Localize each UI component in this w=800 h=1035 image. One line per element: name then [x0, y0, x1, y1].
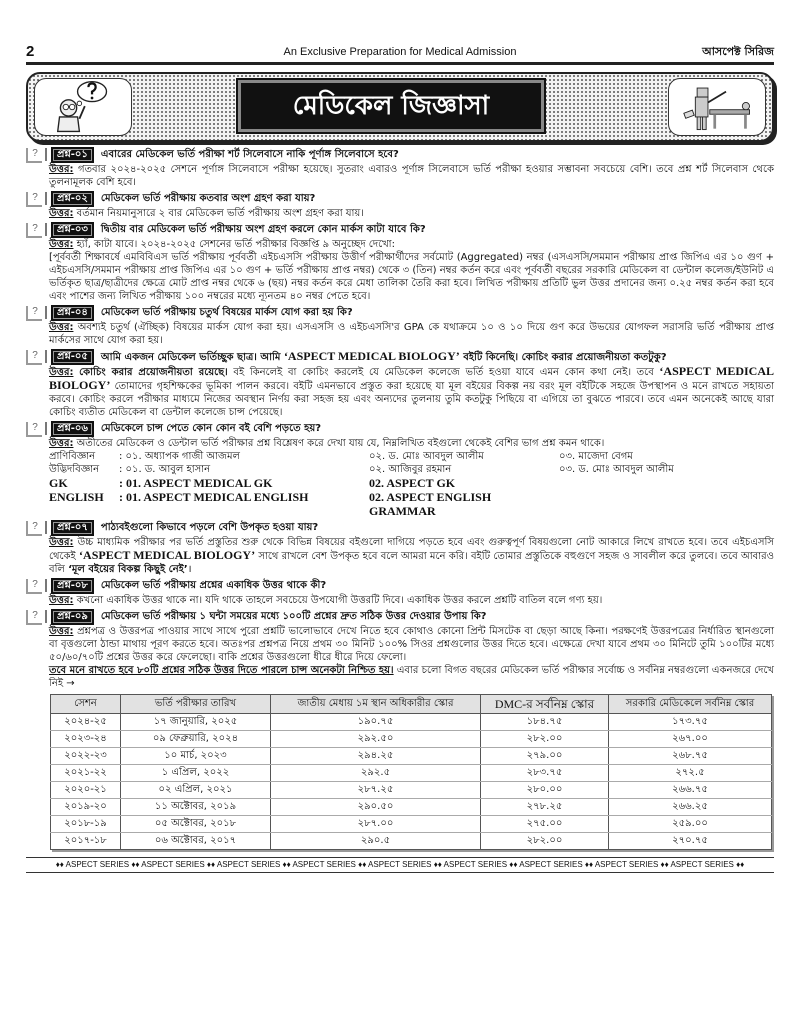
score-table: [50, 694, 772, 850]
book-entry: : 01. ASPECT MEDICAL ENGLISH: [119, 490, 309, 504]
table-cell: ২০১৯-২০: [51, 799, 121, 816]
answer-text: [26, 163, 774, 189]
table-row: [51, 731, 772, 748]
separator: [45, 306, 47, 319]
thinking-student-icon: [34, 78, 132, 136]
answer-note: [26, 664, 774, 690]
qa-item-7: [26, 520, 774, 576]
answer-label: উত্তর:: [49, 208, 74, 219]
table-cell: ১৮৪.৭৫: [481, 714, 609, 731]
table-cell: ২৮৭.২৫: [271, 782, 481, 799]
separator: [45, 579, 47, 592]
book-subject: উদ্ভিদবিজ্ঞান: [49, 464, 100, 475]
table-cell: ২৭৮.২৫: [481, 799, 609, 816]
table-row: [51, 816, 772, 833]
table-cell: ২০১৭-১৮: [51, 833, 121, 850]
banner-title: মেডিকেল জিজ্ঞাসা: [292, 91, 490, 121]
book-entry: ০২. আজিবুর রহমান: [369, 464, 452, 475]
question-mark-icon: ?: [26, 350, 42, 365]
book-entry: [559, 490, 774, 518]
qa-item-4: [26, 305, 774, 347]
question-mark-icon: ?: [26, 521, 42, 536]
answer-body: অবশ্যই চতুর্থ (ঐচ্ছিক) বিষয়ের মার্কস যোগ করা হয়। এসএসসি ও এইচএসসি'র GPA কে যথাক্রমে ১০ ও ১০ দিয়ে গুণ করে উভয়ের যোগফল সরাসরি ভর্তি পরীক্ষায় প্রাপ্ত মার্কসের সাথে যোগ করা হয়।: [49, 322, 774, 346]
answer-label: উত্তর:: [49, 164, 74, 175]
answer-text: [26, 625, 774, 664]
table-cell: ০৫ অক্টোবর, ২০১৮: [121, 816, 271, 833]
table-cell: ০২ এপ্রিল, ২০২১: [121, 782, 271, 799]
answer-body: কখনো একাধিক উত্তর থাকে না। যদি থাকে তাহলে সবচেয়ে উপযোগী উত্তরটি দিবে। একাধিক উত্তর করলে প্রশ্নটি বাতিল বলে গণ্য হয়।: [76, 595, 603, 606]
answer-body: এবার চলো বিগত বছরের মেডিকেল ভর্তি পরীক্ষার সর্বোচ্চ ও সর্বনিম্ন নম্বরগুলো একনজরে দেখে নিই →: [49, 665, 774, 689]
table-row: [51, 799, 772, 816]
separator: [45, 223, 47, 236]
table-cell: ২৮৩.৭৫: [481, 765, 609, 782]
table-cell: ২৯৪.২৫: [271, 748, 481, 765]
qa-item-2: [26, 191, 774, 220]
answer-emphasis: কোচিং করার প্রয়োজনীয়তা রয়েছে।: [79, 367, 228, 378]
answer-label: উত্তর:: [49, 322, 74, 333]
table-cell: ২০২১-২২: [51, 765, 121, 782]
book-entry: : ০১. অধ্যাপক গাজী আজমল: [119, 451, 240, 462]
table-cell: ১৯০.৭৫: [271, 714, 481, 731]
book-entry: 02. ASPECT ENGLISH GRAMMAR: [369, 490, 492, 518]
book-entry: : ০১. ড. আবুল হাসান: [119, 464, 211, 475]
doctor-patient-icon: [668, 78, 766, 136]
table-cell: ২৯২.৫: [271, 765, 481, 782]
question-badge: প্রশ্ন-০৮: [51, 578, 94, 594]
book-entry: : 01. ASPECT MEDICAL GK: [119, 476, 273, 490]
table-cell: ২০২০-২১: [51, 782, 121, 799]
page-column: [26, 0, 774, 873]
table-cell: ২০১৮-১৯: [51, 816, 121, 833]
table-cell: ২৭০.৭৫: [609, 833, 772, 850]
book-entry: 02. ASPECT GK: [369, 476, 456, 490]
banner-title-box: [238, 80, 544, 132]
book-subject: GK: [49, 476, 68, 490]
series-name: আসপেক্ট সিরিজ: [702, 45, 774, 58]
table-cell: ২০২২-২৩: [51, 748, 121, 765]
question-mark-icon: ?: [26, 610, 42, 625]
question-text: পাঠ্যবইগুলো কিভাবে পড়লে বেশি উপকৃত হওয়া যায়?: [100, 522, 319, 533]
answer-body: উচ্চ মাধ্যমিক পরীক্ষার পর ভর্তি প্রস্তুতির শুরু থেকে বিভিন্ন বিষয়ের বইগুলো দাগিয়ে পড়তে হবে এবং গুরুত্বপূর্ণ বিষয়গুলো নোট আকারে লিখে রাখতে হবে। তবে এইচএসসি থেকেই: [49, 537, 774, 562]
book-entry: [559, 476, 774, 490]
book-title: ‘ASPECT MEDICAL BIOLOGY’: [283, 349, 460, 363]
qa-item-1: [26, 147, 774, 189]
table-cell: ২৯২.৫০: [271, 731, 481, 748]
table-cell: ২৭৯.০০: [481, 748, 609, 765]
table-cell: ২৫৯.০০: [609, 816, 772, 833]
answer-body: গতবার ২০২৪-২০২৫ সেশনে পূর্ণাঙ্গ সিলেবাসে পরীক্ষা হয়েছে। সুতরাং এবারও পূর্ণাঙ্গ সিলেবাসে ভর্তি পরীক্ষা হওয়ার সম্ভাবনা সবচেয়ে বেশি। তবে প্রশ্ন শর্ট সিলেবাস থেকে তুলনামূলক বেশি হবে।: [49, 164, 774, 188]
section-banner: [26, 72, 774, 142]
answer-body: তোমাদের গৃহশিক্ষকের ভূমিকা পালন করবে। বইটি এমনভাবে প্রস্তুত করা হয়েছে যা মূল বইয়ের বিকল্প নয় বরং মূল বইটিকে সহজে উপস্থাপন ও মনে রাখতে সহায়তা করবে। কোচিং করলে পরীক্ষার মাধ্যমে নিজের অবস্থান নির্ণয় করা সহজ হয় এবং অন্যদের তুলনায় তুমি কতটুকু পিছিয়ে বা এগিয়ে তা বুঝতে পারবে। তবে এমন অনেকেই আছে যারা কোচিং ব্যতীত মেডিকেল বা ডেন্টাল কলেজে চান্স পেয়েছে।: [49, 381, 774, 418]
book-title: ‘ASPECT MEDICAL BIOLOGY’: [49, 364, 775, 392]
answer-text: [26, 594, 774, 607]
table-cell: ০৬ অক্টোবর, ২০১৭: [121, 833, 271, 850]
table-body: [51, 714, 772, 850]
answer-emphasis: তবে মনে রাখতে হবে ৮০টি প্রশ্নের সঠিক উত্তর দিতে পারলে চান্স অনেকটা নিশ্চিত হয়।: [49, 665, 394, 676]
question-text: দ্বিতীয় বার মেডিকেল ভর্তি পরীক্ষায় অংশ গ্রহণ করলে কোন মার্কস কাটা যাবে কি?: [100, 224, 426, 235]
question-text: মেডিকেল ভর্তি পরীক্ষায় প্রশ্নের একাধিক উত্তর থাকে কী?: [100, 580, 327, 591]
question-part: আমি একজন মেডিকেল ভর্তিচ্ছুক ছাত্র। আমি: [100, 352, 284, 363]
table-cell: ২৯০.৫: [271, 833, 481, 850]
question-badge: প্রশ্ন-০৩: [51, 222, 94, 238]
answer-text: [26, 321, 774, 347]
answer-text: [26, 536, 774, 576]
question-text: এবারের মেডিকেল ভর্তি পরীক্ষা শর্ট সিলেবাসে নাকি পূর্ণাঙ্গ সিলেবাসে হবে?: [100, 149, 399, 160]
table-cell: ২৭২.৫: [609, 765, 772, 782]
answer-label: উত্তর:: [49, 438, 74, 449]
table-cell: ২৭৫.০০: [481, 816, 609, 833]
table-cell: ২৬৮.৭৫: [609, 748, 772, 765]
qa-list: [26, 147, 774, 690]
qa-item-3: [26, 222, 774, 303]
separator: [45, 521, 47, 534]
table-cell: ২৯০.৫০: [271, 799, 481, 816]
answer-body: বই কিনলেই বা কোচিং করলেই যে মেডিকেল কলেজে ভর্তি হওয়া যাবে এমন কোন কথা নেই। তবে: [227, 367, 660, 378]
table-cell: ২৮২.০০: [481, 731, 609, 748]
question-mark-icon: ?: [26, 192, 42, 207]
answer-label: উত্তর:: [49, 537, 74, 548]
table-cell: ২০২৪-২৫: [51, 714, 121, 731]
answer-body: প্রশ্নপত্র ও উত্তরপত্র পাওয়ার সাথে সাথে পুরো প্রশ্নটি ভালোভাবে দেখে নিতে হবে কোথাও কোনো প্রিন্ট মিসটেক বা ছেড়া আছে কিনা। পরক্ষণেই উত্তরপত্রের নির্ধারিত স্থানগুলো বা বৃত্তগুলো ঠান্ডা মাথায় পূরণ করতে হবে। অতঃপর প্রশ্নপত্র নিয়ে প্রথম ৩০ মিনিট ১০০% সিওর প্রশ্নগুলোর উত্তর দিতে হবে। এক্ষেত্রে দেখা যাবে প্রথম ৩০ মিনিটে তুমি ১০০টির মধ্যে ৫০/৬০/৭০টি প্রশ্নের উত্তর করে ফেলেছো। বাকি প্রশ্নের উত্তরগুলো ধীরে ধীরে দিয়ে ফেলো।: [49, 626, 774, 663]
separator: [45, 192, 47, 205]
table-cell: ১৭৩.৭৫: [609, 714, 772, 731]
separator: [45, 148, 47, 161]
book-subject: প্রাণিবিজ্ঞান: [49, 451, 96, 462]
table-cell: ২০২৩-২৪: [51, 731, 121, 748]
table-row: [51, 765, 772, 782]
table-cell: ২৬৭.০০: [609, 731, 772, 748]
answer-label: উত্তর:: [49, 239, 74, 250]
header-title: An Exclusive Preparation for Medical Admission: [283, 46, 517, 58]
question-text: মেডিকেল ভর্তি পরীক্ষায় চতুর্থ বিষয়ের মার্কস যোগ করা হয় কি?: [100, 307, 353, 318]
table-cell: ২৬৬.২৫: [609, 799, 772, 816]
table-row: [51, 714, 772, 731]
answer-label: উত্তর:: [49, 367, 74, 378]
table-row: [51, 833, 772, 850]
question-mark-icon: ?: [26, 223, 42, 238]
question-text: [101, 349, 774, 365]
table-row: [51, 782, 772, 799]
book-entry: ০২. ড. মোঃ আবদুল আলীম: [369, 451, 484, 462]
table-cell: ২৬৬.৭৫: [609, 782, 772, 799]
answer-quote: [পূর্ববর্তী শিক্ষাবর্ষে এমবিবিএস ভর্তি পরীক্ষায় পূর্ববর্তী এইচএসসি পরীক্ষায় উত্তীর্ণ পরীক্ষার্থীদের সর্বমোট (Aggregated) নম্বর (এসএসসি/সমমান পরীক্ষায় প্রাপ্ত জিপিএ এর ১০ গুণ + এইচএসসি/সমমান পরীক্ষায় প্রাপ্ত জিপিএ এর ১০ গুণ + ভর্তি পরীক্ষায় প্রাপ্ত নম্বর) থেকে ৩ (তিন) নম্বর কর্তন করে এবং পূর্ববর্তী বছরের সরকারি মেডিকেল বা ডেন্টাল কলেজ/ইউনিট এ ভর্তিকৃত ছাত্র/ছাত্রীদের ক্ষেত্রে মোট প্রাপ্ত নম্বর থেকে ৬ (ছয়) নম্বর কর্তন করে মেধা তালিকা তৈরি করা হবে। লিখিত পরীক্ষায় প্রতিটি ভুল উত্তর প্রদানের জন্য ০.২৫ নম্বর কর্তন করা হবে এবং পাশের জন্য লিখিত পরীক্ষায় ১০০ নম্বরের মধ্যে ন্যূনতম ৪০ নম্বর পেতে হবে।: [49, 252, 774, 302]
answer-emphasis: ‘মূল বইয়ের বিকল্প কিছুই নেই’: [68, 564, 188, 575]
table-cell: ১০ মার্চ, ২০২৩: [121, 748, 271, 765]
book-entry: ০৩. মাজেদা বেগম: [559, 451, 633, 462]
qa-item-5: [26, 349, 774, 419]
question-badge: প্রশ্ন-০৯: [51, 609, 94, 625]
answer-text: [26, 437, 774, 450]
book-row: [49, 476, 774, 490]
question-badge: প্রশ্ন-০৭: [51, 520, 94, 536]
table-cell: ০৯ ফেব্রুয়ারি, ২০২৪: [121, 731, 271, 748]
answer-label: উত্তর:: [49, 595, 74, 606]
table-cell: ২৮৭.০০: [271, 816, 481, 833]
question-badge: প্রশ্ন-০১: [51, 147, 94, 163]
separator: [45, 610, 47, 623]
qa-item-9: [26, 609, 774, 690]
column-header: সরকারি মেডিকেলে সর্বনিম্ন স্কোর: [609, 695, 772, 714]
book-title: ‘ASPECT MEDICAL BIOLOGY’: [79, 548, 256, 562]
book-entry: ০৩. ড. মোঃ আবদুল আলীম: [559, 464, 674, 475]
column-header: সেশন: [51, 695, 121, 714]
answer-body: সাথে রাখলে বেশ উপকৃত হবে বলে আমরা মনে করি। বইটি তোমার প্রস্তুতিকে বহুগুণে সহজ ও সাবলীল করে তুলবে। তবে আবারও বলি: [49, 551, 774, 575]
book-row: [49, 463, 774, 476]
question-mark-icon: ?: [26, 306, 42, 321]
table-row: [51, 748, 772, 765]
book-row: [49, 490, 774, 518]
answer-body: হ্যাঁ, কাটা যাবে। ২০২৪-২০২৫ সেশনের ভর্তি পরীক্ষার বিজ্ঞপ্তি ৯ অনুচ্ছেদ দেখো:: [76, 239, 395, 250]
separator: [45, 422, 47, 435]
question-text: মেডিকেলে চান্স পেতে কোন কোন বই বেশি পড়তে হয়?: [100, 423, 322, 434]
book-list: [26, 450, 774, 518]
separator: [45, 350, 47, 363]
answer-text: [26, 238, 774, 251]
question-mark-icon: ?: [26, 422, 42, 437]
table-header-row: [51, 695, 772, 714]
question-badge: প্রশ্ন-০৬: [51, 421, 94, 437]
table-cell: ১১ অক্টোবর, ২০১৯: [121, 799, 271, 816]
answer-body: অতীতের মেডিকেল ও ডেন্টাল ভর্তি পরীক্ষার প্রশ্ন বিশ্লেষণ করে দেখা যায় যে, নিম্নলিখিত বইগুলো থেকেই বেশির ভাগ প্রশ্ন কমন থাকে।: [76, 438, 605, 449]
answer-body: ।: [187, 564, 192, 575]
column-header: জাতীয় মেধায় ১ম স্থান অধিকারীর স্কোর: [271, 695, 481, 714]
page-number: 2: [26, 43, 35, 60]
question-badge: প্রশ্ন-০২: [51, 191, 94, 207]
answer-text: [26, 207, 774, 220]
question-badge: প্রশ্ন-০৪: [51, 305, 94, 321]
question-badge: প্রশ্ন-০৫: [51, 349, 94, 365]
answer-body: বর্তমান নিয়মানুসারে ২ বার মেডিকেল ভর্তি পরীক্ষায় অংশ গ্রহণ করা যায়।: [76, 208, 364, 219]
qa-item-8: [26, 578, 774, 607]
question-mark-icon: ?: [26, 148, 42, 163]
answer-text: [26, 365, 774, 419]
table-cell: ২৮২.০০: [481, 833, 609, 850]
qa-item-6: [26, 421, 774, 518]
answer-label: উত্তর:: [49, 626, 74, 637]
table-cell: ১ এপ্রিল, ২০২২: [121, 765, 271, 782]
column-header: ভর্তি পরীক্ষার তারিখ: [121, 695, 271, 714]
column-header: DMC-র সর্বনিম্ন স্কোর: [481, 695, 609, 714]
question-part: বইটি কিনেছি। কোচিং করার প্রয়োজনীয়তা কতটুকু?: [459, 352, 667, 363]
footer-banner: ♦♦ ASPECT SERIES ♦♦ ASPECT SERIES ♦♦ ASPECT SERIES ♦♦ ASPECT SERIES ♦♦ ASPECT SERIES ♦♦ ASPECT SERIES ♦♦ ASPECT SERIES ♦♦ ASPECT SERIES ♦♦ ASPECT SERIES ♦♦: [26, 857, 774, 873]
question-text: মেডিকেল ভর্তি পরীক্ষায় কতবার অংশ গ্রহণ করা যায়?: [100, 193, 316, 204]
book-subject: ENGLISH: [49, 490, 104, 504]
question-text: মেডিকেল ভর্তি পরীক্ষায় ১ ঘন্টা সময়ের মধ্যে ১০০টি প্রশ্নের দ্রুত সঠিক উত্তর দেওয়ার উপায় কি?: [100, 611, 487, 622]
table-cell: ১৭ জানুয়ারি, ২০২৫: [121, 714, 271, 731]
page-header: [26, 44, 774, 65]
table-cell: ২৮০.০০: [481, 782, 609, 799]
book-row: [49, 450, 774, 463]
question-mark-icon: ?: [26, 579, 42, 594]
